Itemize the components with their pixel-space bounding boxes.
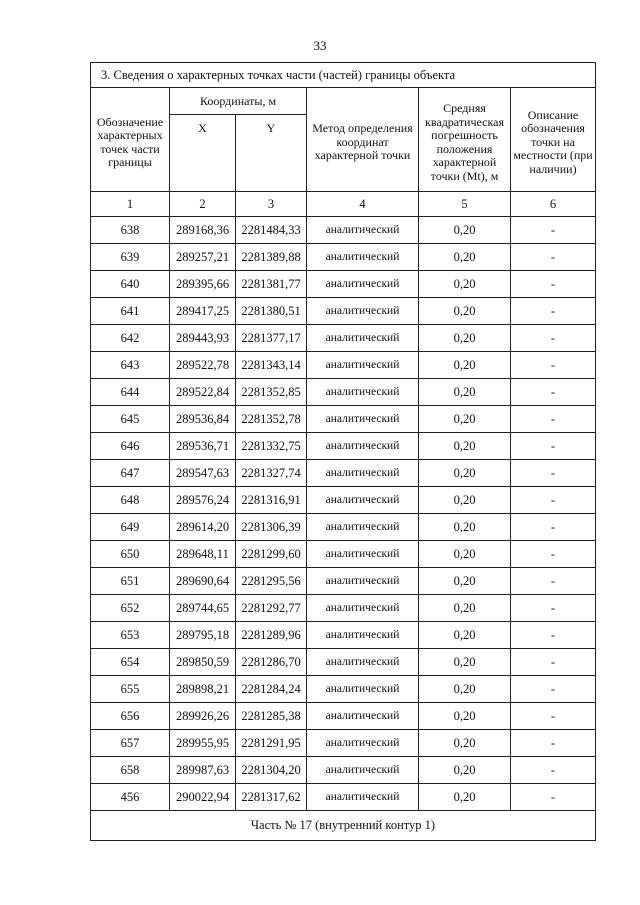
y-coordinate-cell: 2281291,95 (236, 730, 307, 757)
point-number-cell: 456 (91, 784, 170, 811)
method-cell: аналитический (307, 379, 419, 406)
table-row (91, 325, 596, 352)
x-coordinate-cell: 289168,36 (170, 217, 236, 244)
column-number-row (91, 192, 596, 217)
table-row (91, 622, 596, 649)
method-cell: аналитический (307, 271, 419, 298)
x-coordinate-cell: 289955,95 (170, 730, 236, 757)
mean-error-cell: 0,20 (419, 298, 511, 325)
column-number: 4 (307, 192, 419, 217)
y-coordinate-cell: 2281352,85 (236, 379, 307, 406)
point-number-cell: 648 (91, 487, 170, 514)
method-cell: аналитический (307, 730, 419, 757)
mean-error-cell: 0,20 (419, 757, 511, 784)
mean-error-cell: 0,20 (419, 271, 511, 298)
y-coordinate-cell: 2281292,77 (236, 595, 307, 622)
table-row (91, 514, 596, 541)
point-number-cell: 654 (91, 649, 170, 676)
table-row (91, 406, 596, 433)
method-cell: аналитический (307, 541, 419, 568)
description-cell: - (511, 352, 596, 379)
mean-error-cell: 0,20 (419, 730, 511, 757)
x-coordinate-cell: 289850,59 (170, 649, 236, 676)
y-coordinate-cell: 2281286,70 (236, 649, 307, 676)
y-coordinate-cell: 2281295,56 (236, 568, 307, 595)
x-coordinate-cell: 289536,84 (170, 406, 236, 433)
header-method: Метод определения координат характерной точки (307, 88, 419, 192)
method-cell: аналитический (307, 649, 419, 676)
y-coordinate-cell: 2281317,62 (236, 784, 307, 811)
point-number-cell: 653 (91, 622, 170, 649)
point-number-cell: 642 (91, 325, 170, 352)
mean-error-cell: 0,20 (419, 784, 511, 811)
description-cell: - (511, 541, 596, 568)
y-coordinate-cell: 2281285,38 (236, 703, 307, 730)
method-cell: аналитический (307, 433, 419, 460)
method-cell: аналитический (307, 703, 419, 730)
part-footer: Часть № 17 (внутренний контур 1) (91, 811, 596, 841)
x-coordinate-cell: 289690,64 (170, 568, 236, 595)
description-cell: - (511, 703, 596, 730)
point-number-cell: 655 (91, 676, 170, 703)
y-coordinate-cell: 2281389,88 (236, 244, 307, 271)
mean-error-cell: 0,20 (419, 487, 511, 514)
point-number-cell: 649 (91, 514, 170, 541)
method-cell: аналитический (307, 406, 419, 433)
description-cell: - (511, 325, 596, 352)
x-coordinate-cell: 289257,21 (170, 244, 236, 271)
x-coordinate-cell: 289443,93 (170, 325, 236, 352)
table-row (91, 595, 596, 622)
method-cell: аналитический (307, 514, 419, 541)
y-coordinate-cell: 2281304,20 (236, 757, 307, 784)
point-number-cell: 639 (91, 244, 170, 271)
description-cell: - (511, 460, 596, 487)
description-cell: - (511, 487, 596, 514)
point-number-cell: 652 (91, 595, 170, 622)
x-coordinate-cell: 289417,25 (170, 298, 236, 325)
description-cell: - (511, 730, 596, 757)
x-coordinate-cell: 290022,94 (170, 784, 236, 811)
y-coordinate-cell: 2281289,96 (236, 622, 307, 649)
page-number: 33 (313, 38, 327, 53)
method-cell: аналитический (307, 298, 419, 325)
boundary-points-table (90, 62, 596, 841)
mean-error-cell: 0,20 (419, 244, 511, 271)
description-cell: - (511, 298, 596, 325)
y-coordinate-cell: 2281381,77 (236, 271, 307, 298)
y-coordinate-cell: 2281343,14 (236, 352, 307, 379)
mean-error-cell: 0,20 (419, 406, 511, 433)
point-number-cell: 645 (91, 406, 170, 433)
table-row (91, 703, 596, 730)
mean-error-cell: 0,20 (419, 622, 511, 649)
header-y: Y (236, 115, 307, 192)
mean-error-cell: 0,20 (419, 541, 511, 568)
description-cell: - (511, 622, 596, 649)
header-description: Описание обозначения точки на местности (при наличии) (511, 88, 596, 192)
x-coordinate-cell: 289795,18 (170, 622, 236, 649)
column-number: 1 (91, 192, 170, 217)
description-cell: - (511, 244, 596, 271)
table-row (91, 217, 596, 244)
table-row (91, 244, 596, 271)
description-cell: - (511, 649, 596, 676)
x-coordinate-cell: 289648,11 (170, 541, 236, 568)
point-number-cell: 646 (91, 433, 170, 460)
mean-error-cell: 0,20 (419, 703, 511, 730)
description-cell: - (511, 676, 596, 703)
section-title: 3. Сведения о характерных точках части (частей) границы объекта (91, 63, 596, 88)
header-mean-error: Средняя квадратическая погрешность положения характерной точки (Mt), м (419, 88, 511, 192)
column-number: 5 (419, 192, 511, 217)
mean-error-cell: 0,20 (419, 514, 511, 541)
y-coordinate-cell: 2281299,60 (236, 541, 307, 568)
description-cell: - (511, 568, 596, 595)
mean-error-cell: 0,20 (419, 676, 511, 703)
method-cell: аналитический (307, 217, 419, 244)
table-row (91, 271, 596, 298)
x-coordinate-cell: 289898,21 (170, 676, 236, 703)
point-number-cell: 658 (91, 757, 170, 784)
x-coordinate-cell: 289395,66 (170, 271, 236, 298)
column-number: 6 (511, 192, 596, 217)
y-coordinate-cell: 2281316,91 (236, 487, 307, 514)
x-coordinate-cell: 289987,63 (170, 757, 236, 784)
y-coordinate-cell: 2281377,17 (236, 325, 307, 352)
point-number-cell: 651 (91, 568, 170, 595)
table-row (91, 649, 596, 676)
mean-error-cell: 0,20 (419, 217, 511, 244)
y-coordinate-cell: 2281380,51 (236, 298, 307, 325)
y-coordinate-cell: 2281284,24 (236, 676, 307, 703)
description-cell: - (511, 757, 596, 784)
table-row (91, 757, 596, 784)
mean-error-cell: 0,20 (419, 433, 511, 460)
description-cell: - (511, 271, 596, 298)
description-cell: - (511, 784, 596, 811)
header-coordinates: Координаты, м (170, 88, 307, 115)
method-cell: аналитический (307, 568, 419, 595)
description-cell: - (511, 379, 596, 406)
point-number-cell: 644 (91, 379, 170, 406)
table-row (91, 568, 596, 595)
y-coordinate-cell: 2281484,33 (236, 217, 307, 244)
point-number-cell: 643 (91, 352, 170, 379)
method-cell: аналитический (307, 352, 419, 379)
x-coordinate-cell: 289926,26 (170, 703, 236, 730)
description-cell: - (511, 514, 596, 541)
x-coordinate-cell: 289522,84 (170, 379, 236, 406)
x-coordinate-cell: 289522,78 (170, 352, 236, 379)
method-cell: аналитический (307, 757, 419, 784)
method-cell: аналитический (307, 676, 419, 703)
mean-error-cell: 0,20 (419, 379, 511, 406)
table-row (91, 676, 596, 703)
table-row (91, 433, 596, 460)
description-cell: - (511, 217, 596, 244)
y-coordinate-cell: 2281327,74 (236, 460, 307, 487)
mean-error-cell: 0,20 (419, 352, 511, 379)
mean-error-cell: 0,20 (419, 460, 511, 487)
header-x: X (170, 115, 236, 192)
method-cell: аналитический (307, 244, 419, 271)
header-point-designation: Обозначение характерных точек части границы (91, 88, 170, 192)
method-cell: аналитический (307, 622, 419, 649)
y-coordinate-cell: 2281306,39 (236, 514, 307, 541)
x-coordinate-cell: 289614,20 (170, 514, 236, 541)
point-number-cell: 656 (91, 703, 170, 730)
table-row (91, 784, 596, 811)
mean-error-cell: 0,20 (419, 649, 511, 676)
table-row (91, 460, 596, 487)
x-coordinate-cell: 289576,24 (170, 487, 236, 514)
description-cell: - (511, 595, 596, 622)
x-coordinate-cell: 289547,63 (170, 460, 236, 487)
mean-error-cell: 0,20 (419, 568, 511, 595)
x-coordinate-cell: 289536,71 (170, 433, 236, 460)
y-coordinate-cell: 2281332,75 (236, 433, 307, 460)
table-row (91, 541, 596, 568)
point-number-cell: 657 (91, 730, 170, 757)
point-number-cell: 638 (91, 217, 170, 244)
mean-error-cell: 0,20 (419, 595, 511, 622)
point-number-cell: 650 (91, 541, 170, 568)
table-row (91, 487, 596, 514)
table-row (91, 352, 596, 379)
method-cell: аналитический (307, 487, 419, 514)
column-number: 3 (236, 192, 307, 217)
point-number-cell: 641 (91, 298, 170, 325)
method-cell: аналитический (307, 325, 419, 352)
description-cell: - (511, 433, 596, 460)
point-number-cell: 640 (91, 271, 170, 298)
y-coordinate-cell: 2281352,78 (236, 406, 307, 433)
mean-error-cell: 0,20 (419, 325, 511, 352)
method-cell: аналитический (307, 460, 419, 487)
description-cell: - (511, 406, 596, 433)
point-number-cell: 647 (91, 460, 170, 487)
method-cell: аналитический (307, 784, 419, 811)
method-cell: аналитический (307, 595, 419, 622)
table-row (91, 298, 596, 325)
table-row (91, 379, 596, 406)
column-number: 2 (170, 192, 236, 217)
x-coordinate-cell: 289744,65 (170, 595, 236, 622)
table-row (91, 730, 596, 757)
